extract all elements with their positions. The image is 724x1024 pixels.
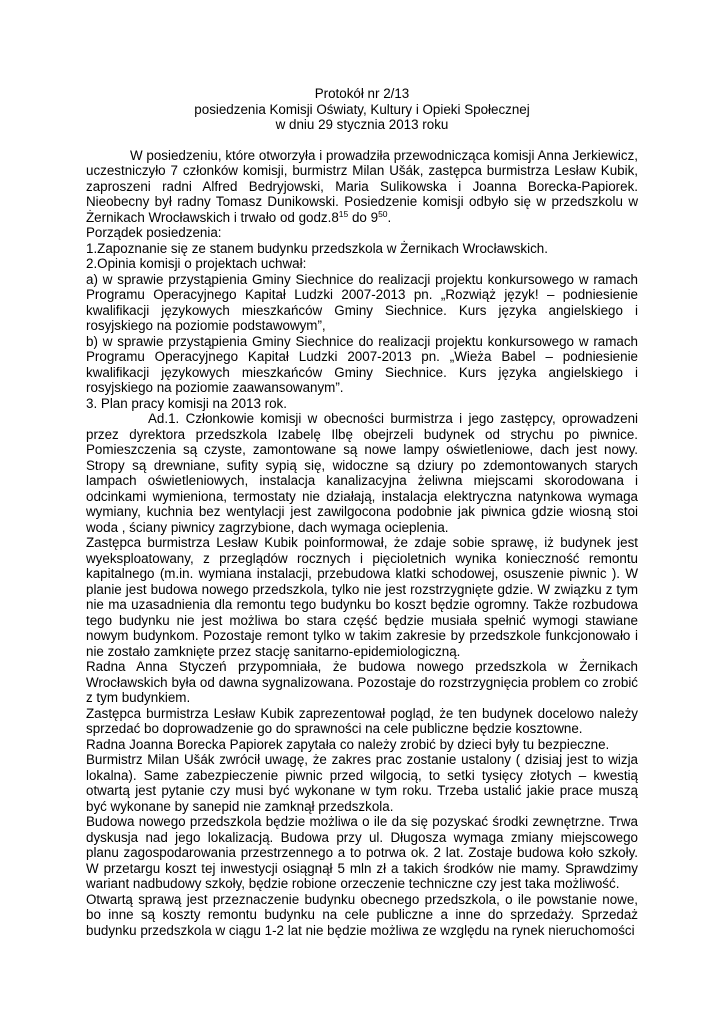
document-title: Protokół nr 2/13	[314, 86, 410, 101]
paragraph-new-kindergarten: Budowa nowego przedszkola będzie możliwa o ile da się pozyskać środki zewnętrzne. Trwa dyskusja nad jego lokalizacją. Budowa przy ul. Długosza wymaga zmiany miejscowego planu zagospodarowania przestrzennego a to potrwa ok. 2 lat. Zostaje budowa koło szkoły. W przetargu koszt tej inwestycji osiągnął 5 mln zł a takich środków nie mamy. Sprawdzimy wariant nadbudowy szkoły, będzie robione orzeczenie techniczne czy jest taka możliwość.	[86, 814, 638, 891]
document-subtitle: posiedzenia Komisji Oświaty, Kultury i Opieki Społecznej	[194, 101, 530, 117]
agenda-heading: Porządek posiedzenia:	[86, 225, 222, 240]
paragraph-kubik-view: Zastępca burmistrza Lesław Kubik zaprezentował pogląd, że ten budynek docelowo należy sprzedać bo doprowadzenie go do sprawności na cele publiczne będzie kosztowne.	[86, 705, 638, 736]
paragraph-borecka: Radna Joanna Borecka Papiorek zapytała co należy zrobić by dzieci były tu bezpieczne.	[86, 736, 610, 752]
agenda-item-3: 3. Plan pracy komisji na 2013 rok.	[86, 395, 287, 411]
paragraph-kubik-info: Zastępca burmistrza Lesław Kubik poinformował, że zdaje sobie sprawę, iż budynek jest wyeksploatowany, z przeglądów rocznych i pięcioletnich wynika konieczność remontu kapitalnego (m.in. wymiana instalacji, przebudowa klatki schodowej, osuszenie piwnic ). W planie jest budowa nowego przedszkola, tylko nie jest rozstrzygnięte gdzie. W związku z tym nie ma uzasadnienia dla remontu tego budynku bo koszt będzie ogromny. Także rozbudowa tego budynku nie jest możliwa bo stara część będzie musiała spełnić wymogi stawiane nowym budynkom. Pozostaje remont tylko w takim zakresie by przedszkole funkcjonowało i nie zostało zamknięte przez stację sanitarno-epidemiologiczną.	[86, 535, 638, 659]
agenda-item-1: 1.Zapoznanie się ze stanem budynku przedszkola w Żernikach Wrocławskich.	[86, 240, 548, 256]
document-header	[86, 86, 638, 133]
intro-text: W posiedzeniu, które otworzyła i prowadziła przewodnicząca komisji Anna Jerkiewicz, uczestniczyło 7 członków komisji, burmistrz Milan Ušák, zastępca burmistrza Lesław Kubik, zaproszeni radni Alfred Bedryjowski, Maria Sulikowska i Joanna Borecka-Papiorek. Nieobecny był radny Tomasz Dunikowski. Posiedzenie komisji odbyło się w przedszkolu w Żernikach Wrocławskich i trwało od godz.8	[86, 147, 638, 225]
paragraph-building-purpose: Otwartą sprawą jest przeznaczenie budynku obecnego przedszkola, o ile powstanie nowe, bo inne są koszty remontu budynku na cele publiczne a inne do sprzedaży. Sprzedaż budynku przedszkola w ciągu 1-2 lat nie będzie możliwa ze względu na rynek nieruchomości	[86, 891, 638, 938]
agenda-item-2b: b) w sprawie przystąpienia Gminy Siechnice do realizacji projektu konkursowego w ramach Programu Operacyjnego Kapitał Ludzki 2007-2013 pn. „Wieża Babel – podniesienie kwalifikacji językowych mieszkańców Gminy Siechnice. Kurs języka angielskiego i rosyjskiego na poziomie zaawansowanym”.	[86, 333, 638, 395]
agenda-item-2a: a) w sprawie przystąpienia Gminy Siechnice do realizacji projektu konkursowego w ramach Programu Operacyjnego Kapitał Ludzki 2007-2013 pn. „Rozwiąż język! – podniesienie kwalifikacji językowych mieszkańców Gminy Siechnice. Kurs języka angielskiego i rosyjskiego na poziomie podstawowym”,	[86, 271, 638, 333]
intro-paragraph	[86, 148, 638, 226]
minutes-body	[86, 411, 638, 938]
paragraph-usak: Burmistrz Milan Ušák zwrócił uwagę, że zakres prac zostanie ustalony ( dzisiaj jest to wizja lokalna). Same zabezpieczenie piwnic przed wilgocią, to setki tysięcy złotych – kwestią otwartą jest pytanie czy musi być wykonane w tym roku. Trzeba ustalić jakie prace muszą być wykonane by sanepid nie zamknął przedszkola.	[86, 752, 638, 814]
start-time-minutes: 15	[338, 208, 349, 219]
agenda	[86, 225, 638, 411]
paragraph-ad1: Ad.1. Członkowie komisji w obecności burmistrza i jego zastępcy, oprowadzeni przez dyrektora przedszkola Izabelę Ilbę obejrzeli budynek od strychu po piwnice. Pomieszczenia są czyste, zamontowane są nowe lampy oświetleniowe, dach jest nowy. Stropy są drewniane, sufity sypią się, widoczne są dziury po zdemontowanych starych lampach oświetleniowych, instalacja kanalizacyjna żeliwna miejscami skorodowana i odcinkami wymieniona, termostaty nie działają, instalacja elektryczna natynkowa wymaga wymiany, kuchnia bez wentylacji jest zawilgocona podobnie jak piwnica gdzie wiosną stoi woda , ściany piwnicy zagrzybione, dach wymaga ocieplenia.	[86, 411, 638, 535]
time-separator: do 9	[348, 209, 379, 225]
agenda-item-2: 2.Opinia komisji o projektach uchwał:	[86, 256, 307, 271]
paragraph-styczen: Radna Anna Styczeń przypomniała, że budowa nowego przedszkola w Żernikach Wrocławskich była od dawna sygnalizowana. Pozostaje do rozstrzygnięcia problem co zrobić z tym budynkiem.	[86, 659, 638, 705]
time-end-punct: .	[387, 209, 392, 225]
meeting-date: w dniu 29 stycznia 2013 roku	[275, 117, 449, 132]
end-time-minutes: 50	[378, 208, 388, 219]
